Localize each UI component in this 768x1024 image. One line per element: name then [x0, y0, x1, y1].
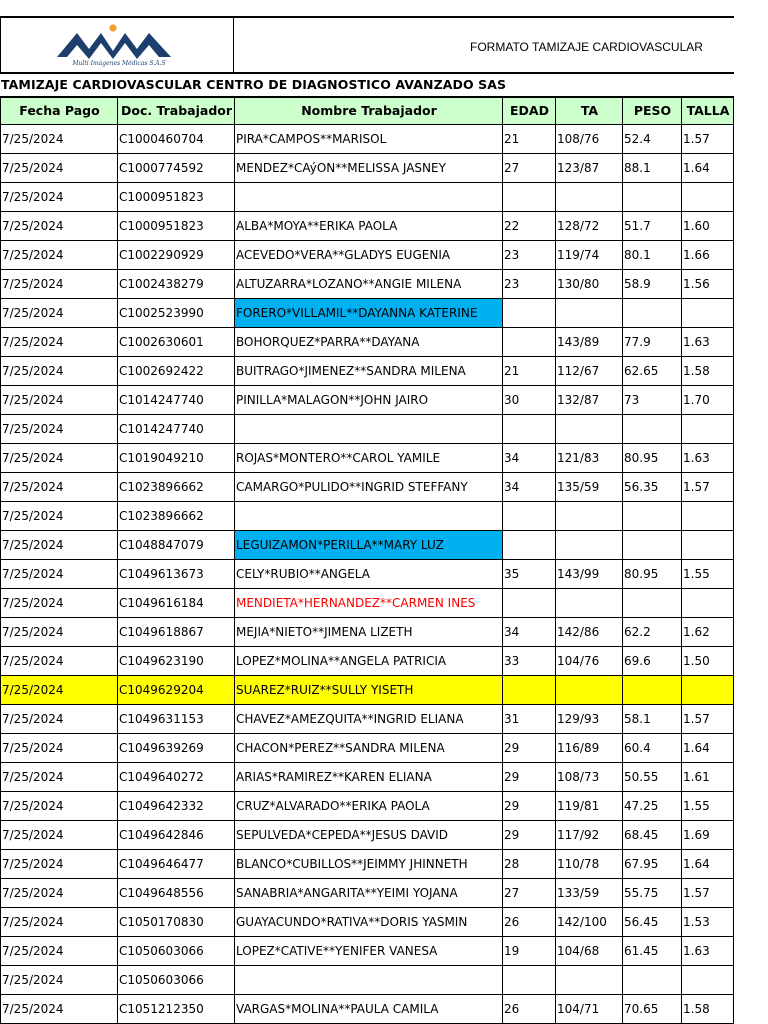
cell-ta[interactable]: 142/86 — [556, 617, 623, 646]
cell-nombre-trabajador[interactable]: PIRA*CAMPOS**MARISOL — [235, 124, 503, 153]
table-row — [1, 588, 734, 617]
cell-nombre-trabajador[interactable]: MEJIA*NIETO**JIMENA LIZETH — [235, 617, 503, 646]
screening-table — [0, 96, 734, 1024]
table-row — [1, 849, 734, 878]
cell-peso[interactable]: 77.9 — [623, 327, 682, 356]
cell-talla[interactable] — [682, 298, 734, 327]
cell-fecha-pago[interactable]: 7/25/2024 — [1, 907, 118, 936]
cell-peso[interactable] — [623, 182, 682, 211]
cell-nombre-trabajador[interactable]: MENDEZ*CAýON**MELISSA JASNEY — [235, 153, 503, 182]
cell-doc-trabajador[interactable]: C1049631153 — [118, 704, 235, 733]
cell-nombre-trabajador[interactable]: BOHORQUEZ*PARRA**DAYANA — [235, 327, 503, 356]
table-body — [1, 124, 734, 1023]
cell-nombre-trabajador[interactable] — [235, 182, 503, 211]
cell-peso[interactable]: 68.45 — [623, 820, 682, 849]
cell-peso[interactable]: 70.65 — [623, 994, 682, 1023]
cell-doc-trabajador[interactable]: C1049618867 — [118, 617, 235, 646]
cell-nombre-trabajador[interactable]: ACEVEDO*VERA**GLADYS EUGENIA — [235, 240, 503, 269]
cell-nombre-trabajador[interactable]: ARIAS*RAMIREZ**KAREN ELIANA — [235, 762, 503, 791]
cell-fecha-pago[interactable]: 7/25/2024 — [1, 501, 118, 530]
cell-fecha-pago[interactable]: 7/25/2024 — [1, 936, 118, 965]
cell-fecha-pago[interactable]: 7/25/2024 — [1, 588, 118, 617]
table-row — [1, 356, 734, 385]
table-row — [1, 182, 734, 211]
cell-doc-trabajador[interactable]: C1048847079 — [118, 530, 235, 559]
cell-nombre-trabajador[interactable]: CRUZ*ALVARADO**ERIKA PAOLA — [235, 791, 503, 820]
cell-ta[interactable] — [556, 182, 623, 211]
table-row — [1, 907, 734, 936]
cell-edad[interactable]: 26 — [503, 907, 556, 936]
cell-talla[interactable]: 1.57 — [682, 472, 734, 501]
cell-ta[interactable]: 133/59 — [556, 878, 623, 907]
cell-ta[interactable] — [556, 588, 623, 617]
cell-ta[interactable] — [556, 414, 623, 443]
cell-talla[interactable]: 1.64 — [682, 849, 734, 878]
cell-nombre-trabajador[interactable]: MENDIETA*HERNANDEZ**CARMEN INES — [235, 588, 503, 617]
cell-doc-trabajador[interactable]: C1049629204 — [118, 675, 235, 704]
cell-edad[interactable]: 23 — [503, 240, 556, 269]
cell-nombre-trabajador[interactable]: CHACON*PEREZ**SANDRA MILENA — [235, 733, 503, 762]
cell-doc-trabajador[interactable]: C1049613673 — [118, 559, 235, 588]
cell-fecha-pago[interactable]: 7/25/2024 — [1, 269, 118, 298]
cell-edad[interactable]: 27 — [503, 878, 556, 907]
table-row — [1, 733, 734, 762]
table-row — [1, 472, 734, 501]
cell-talla[interactable]: 1.55 — [682, 559, 734, 588]
cell-doc-trabajador[interactable]: C1002290929 — [118, 240, 235, 269]
cell-peso[interactable]: 73 — [623, 385, 682, 414]
cell-fecha-pago[interactable]: 7/25/2024 — [1, 327, 118, 356]
column-header-fecha[interactable]: Fecha Pago — [1, 97, 118, 124]
table-row — [1, 646, 734, 675]
cell-fecha-pago[interactable]: 7/25/2024 — [1, 298, 118, 327]
cell-fecha-pago[interactable]: 7/25/2024 — [1, 211, 118, 240]
table-row — [1, 327, 734, 356]
cell-nombre-trabajador[interactable] — [235, 501, 503, 530]
cell-ta[interactable]: 135/59 — [556, 472, 623, 501]
cell-edad[interactable]: 22 — [503, 211, 556, 240]
column-header-ta[interactable]: TA — [556, 97, 623, 124]
cell-talla[interactable]: 1.60 — [682, 211, 734, 240]
table-row — [1, 704, 734, 733]
mim-logo-icon — [55, 21, 175, 61]
cell-ta[interactable]: 142/100 — [556, 907, 623, 936]
cell-doc-trabajador[interactable]: C1023896662 — [118, 501, 235, 530]
column-header-nombre[interactable]: Nombre Trabajador — [235, 97, 503, 124]
cell-talla[interactable]: 1.70 — [682, 385, 734, 414]
cell-ta[interactable]: 119/81 — [556, 791, 623, 820]
cell-edad[interactable]: 21 — [503, 124, 556, 153]
cell-fecha-pago[interactable]: 7/25/2024 — [1, 704, 118, 733]
cell-fecha-pago[interactable]: 7/25/2024 — [1, 820, 118, 849]
cell-ta[interactable]: 110/78 — [556, 849, 623, 878]
cell-fecha-pago[interactable]: 7/25/2024 — [1, 733, 118, 762]
cell-peso[interactable]: 61.45 — [623, 936, 682, 965]
table-row — [1, 124, 734, 153]
cell-peso[interactable] — [623, 965, 682, 994]
cell-ta[interactable]: 104/68 — [556, 936, 623, 965]
cell-ta[interactable]: 108/76 — [556, 124, 623, 153]
cell-doc-trabajador[interactable]: C1000951823 — [118, 182, 235, 211]
cell-ta[interactable]: 128/72 — [556, 211, 623, 240]
cell-fecha-pago[interactable]: 7/25/2024 — [1, 240, 118, 269]
screening-table-wrapper — [0, 96, 734, 1024]
cell-nombre-trabajador[interactable]: PINILLA*MALAGON**JOHN JAIRO — [235, 385, 503, 414]
cell-edad[interactable] — [503, 327, 556, 356]
cell-doc-trabajador[interactable]: C1050170830 — [118, 907, 235, 936]
format-title: FORMATO TAMIZAJE CARDIOVASCULAR — [470, 40, 703, 54]
cell-fecha-pago[interactable]: 7/25/2024 — [1, 849, 118, 878]
cell-ta[interactable] — [556, 530, 623, 559]
cell-nombre-trabajador[interactable]: GUAYACUNDO*RATIVA**DORIS YASMIN — [235, 907, 503, 936]
cell-talla[interactable]: 1.66 — [682, 240, 734, 269]
cell-nombre-trabajador[interactable]: BLANCO*CUBILLOS**JEIMMY JHINNETH — [235, 849, 503, 878]
cell-nombre-trabajador[interactable]: ROJAS*MONTERO**CAROL YAMILE — [235, 443, 503, 472]
cell-ta[interactable]: 116/89 — [556, 733, 623, 762]
cell-edad[interactable]: 34 — [503, 443, 556, 472]
cell-peso[interactable]: 56.45 — [623, 907, 682, 936]
cell-peso[interactable] — [623, 675, 682, 704]
cell-ta[interactable] — [556, 298, 623, 327]
cell-ta[interactable]: 121/83 — [556, 443, 623, 472]
cell-edad[interactable]: 21 — [503, 356, 556, 385]
cell-talla[interactable] — [682, 588, 734, 617]
cell-talla[interactable] — [682, 182, 734, 211]
cell-peso[interactable] — [623, 414, 682, 443]
cell-edad[interactable] — [503, 588, 556, 617]
cell-doc-trabajador[interactable]: C1002692422 — [118, 356, 235, 385]
cell-edad[interactable]: 23 — [503, 269, 556, 298]
cell-fecha-pago[interactable]: 7/25/2024 — [1, 153, 118, 182]
cell-peso[interactable] — [623, 298, 682, 327]
cell-peso[interactable]: 58.9 — [623, 269, 682, 298]
cell-nombre-trabajador[interactable]: SEPULVEDA*CEPEDA**JESUS DAVID — [235, 820, 503, 849]
cell-doc-trabajador[interactable]: C1014247740 — [118, 414, 235, 443]
table-row — [1, 878, 734, 907]
cell-ta[interactable] — [556, 675, 623, 704]
cell-talla[interactable] — [682, 965, 734, 994]
cell-talla[interactable]: 1.69 — [682, 820, 734, 849]
cell-nombre-trabajador[interactable]: BUITRAGO*JIMENEZ**SANDRA MILENA — [235, 356, 503, 385]
cell-talla[interactable]: 1.58 — [682, 356, 734, 385]
cell-talla[interactable]: 1.63 — [682, 936, 734, 965]
cell-nombre-trabajador[interactable]: CELY*RUBIO**ANGELA — [235, 559, 503, 588]
table-row — [1, 994, 734, 1023]
cell-talla[interactable]: 1.64 — [682, 153, 734, 182]
cell-peso[interactable]: 50.55 — [623, 762, 682, 791]
cell-doc-trabajador[interactable]: C1049646477 — [118, 849, 235, 878]
cell-edad[interactable] — [503, 414, 556, 443]
cell-peso[interactable]: 60.4 — [623, 733, 682, 762]
cell-edad[interactable]: 27 — [503, 153, 556, 182]
cell-peso[interactable]: 58.1 — [623, 704, 682, 733]
cell-fecha-pago[interactable]: 7/25/2024 — [1, 182, 118, 211]
cell-doc-trabajador[interactable]: C1000951823 — [118, 211, 235, 240]
cell-nombre-trabajador[interactable] — [235, 414, 503, 443]
cell-edad[interactable]: 26 — [503, 994, 556, 1023]
cell-peso[interactable] — [623, 530, 682, 559]
cell-peso[interactable]: 80.95 — [623, 559, 682, 588]
cell-edad[interactable]: 33 — [503, 646, 556, 675]
cell-peso[interactable]: 80.95 — [623, 443, 682, 472]
cell-ta[interactable]: 104/71 — [556, 994, 623, 1023]
cell-doc-trabajador[interactable]: C1019049210 — [118, 443, 235, 472]
cell-doc-trabajador[interactable]: C1049640272 — [118, 762, 235, 791]
cell-fecha-pago[interactable]: 7/25/2024 — [1, 443, 118, 472]
cell-doc-trabajador[interactable]: C1049623190 — [118, 646, 235, 675]
logo-cell — [0, 18, 234, 72]
cell-ta[interactable]: 112/67 — [556, 356, 623, 385]
cell-edad[interactable]: 29 — [503, 733, 556, 762]
cell-edad[interactable]: 28 — [503, 849, 556, 878]
cell-edad[interactable]: 34 — [503, 617, 556, 646]
cell-doc-trabajador[interactable]: C1014247740 — [118, 385, 235, 414]
cell-talla[interactable]: 1.57 — [682, 704, 734, 733]
cell-talla[interactable]: 1.64 — [682, 733, 734, 762]
column-header-peso[interactable]: PESO — [623, 97, 682, 124]
table-row — [1, 936, 734, 965]
cell-ta[interactable]: 117/92 — [556, 820, 623, 849]
cell-doc-trabajador[interactable]: C1049642846 — [118, 820, 235, 849]
cell-nombre-trabajador[interactable]: SUAREZ*RUIZ**SULLY YISETH — [235, 675, 503, 704]
cell-talla[interactable]: 1.63 — [682, 327, 734, 356]
cell-edad[interactable]: 30 — [503, 385, 556, 414]
cell-talla[interactable] — [682, 675, 734, 704]
table-row — [1, 298, 734, 327]
cell-peso[interactable]: 62.65 — [623, 356, 682, 385]
cell-nombre-trabajador[interactable]: LOPEZ*CATIVE**YENIFER VANESA — [235, 936, 503, 965]
cell-doc-trabajador[interactable]: C1002438279 — [118, 269, 235, 298]
logo-tagline: Multi Imágenes Médicas S.A.S — [72, 60, 166, 67]
table-header-row — [1, 97, 734, 124]
cell-doc-trabajador[interactable]: C1049616184 — [118, 588, 235, 617]
cell-ta[interactable]: 132/87 — [556, 385, 623, 414]
table-row — [1, 501, 734, 530]
cell-peso[interactable]: 80.1 — [623, 240, 682, 269]
cell-doc-trabajador[interactable]: C1051212350 — [118, 994, 235, 1023]
cell-peso[interactable]: 51.7 — [623, 211, 682, 240]
cell-ta[interactable]: 129/93 — [556, 704, 623, 733]
cell-edad[interactable]: 31 — [503, 704, 556, 733]
table-row — [1, 762, 734, 791]
table-row — [1, 675, 734, 704]
cell-doc-trabajador[interactable]: C1049648556 — [118, 878, 235, 907]
cell-fecha-pago[interactable]: 7/25/2024 — [1, 385, 118, 414]
table-row — [1, 559, 734, 588]
cell-nombre-trabajador[interactable]: VARGAS*MOLINA**PAULA CAMILA — [235, 994, 503, 1023]
document-header — [0, 16, 734, 74]
cell-doc-trabajador[interactable]: C1050603066 — [118, 936, 235, 965]
cell-fecha-pago[interactable]: 7/25/2024 — [1, 530, 118, 559]
cell-talla[interactable]: 1.63 — [682, 443, 734, 472]
cell-ta[interactable]: 123/87 — [556, 153, 623, 182]
cell-doc-trabajador[interactable]: C1000774592 — [118, 153, 235, 182]
table-row — [1, 820, 734, 849]
cell-edad[interactable]: 29 — [503, 820, 556, 849]
cell-peso[interactable]: 62.2 — [623, 617, 682, 646]
cell-fecha-pago[interactable]: 7/25/2024 — [1, 878, 118, 907]
cell-edad[interactable]: 34 — [503, 472, 556, 501]
table-row — [1, 791, 734, 820]
cell-nombre-trabajador[interactable]: FORERO*VILLAMIL**DAYANNA KATERINE — [235, 298, 503, 327]
cell-edad[interactable] — [503, 182, 556, 211]
cell-talla[interactable]: 1.61 — [682, 762, 734, 791]
cell-peso[interactable]: 56.35 — [623, 472, 682, 501]
cell-talla[interactable]: 1.50 — [682, 646, 734, 675]
cell-peso[interactable]: 67.95 — [623, 849, 682, 878]
cell-edad[interactable] — [503, 501, 556, 530]
cell-nombre-trabajador[interactable]: CAMARGO*PULIDO**INGRID STEFFANY — [235, 472, 503, 501]
table-row — [1, 240, 734, 269]
cell-talla[interactable]: 1.56 — [682, 269, 734, 298]
cell-doc-trabajador[interactable]: C1049639269 — [118, 733, 235, 762]
cell-talla[interactable]: 1.55 — [682, 791, 734, 820]
cell-fecha-pago[interactable]: 7/25/2024 — [1, 646, 118, 675]
cell-doc-trabajador[interactable]: C1023896662 — [118, 472, 235, 501]
cell-edad[interactable]: 35 — [503, 559, 556, 588]
cell-edad[interactable] — [503, 675, 556, 704]
cell-peso[interactable]: 47.25 — [623, 791, 682, 820]
table-row — [1, 530, 734, 559]
cell-nombre-trabajador[interactable]: CHAVEZ*AMEZQUITA**INGRID ELIANA — [235, 704, 503, 733]
table-row — [1, 153, 734, 182]
cell-ta[interactable]: 143/99 — [556, 559, 623, 588]
cell-talla[interactable] — [682, 414, 734, 443]
cell-nombre-trabajador[interactable]: LOPEZ*MOLINA**ANGELA PATRICIA — [235, 646, 503, 675]
cell-ta[interactable]: 104/76 — [556, 646, 623, 675]
cell-edad[interactable]: 29 — [503, 762, 556, 791]
table-row — [1, 414, 734, 443]
cell-talla[interactable]: 1.62 — [682, 617, 734, 646]
cell-ta[interactable] — [556, 965, 623, 994]
table-row — [1, 443, 734, 472]
cell-fecha-pago[interactable]: 7/25/2024 — [1, 675, 118, 704]
table-row — [1, 385, 734, 414]
cell-fecha-pago[interactable]: 7/25/2024 — [1, 791, 118, 820]
cell-fecha-pago[interactable]: 7/25/2024 — [1, 965, 118, 994]
cell-fecha-pago[interactable]: 7/25/2024 — [1, 559, 118, 588]
cell-doc-trabajador[interactable]: C1002523990 — [118, 298, 235, 327]
column-header-doc[interactable]: Doc. Trabajador — [118, 97, 235, 124]
cell-peso[interactable]: 88.1 — [623, 153, 682, 182]
cell-peso[interactable] — [623, 588, 682, 617]
cell-fecha-pago[interactable]: 7/25/2024 — [1, 124, 118, 153]
cell-doc-trabajador[interactable]: C1000460704 — [118, 124, 235, 153]
cell-edad[interactable] — [503, 298, 556, 327]
document-title: TAMIZAJE CARDIOVASCULAR CENTRO DE DIAGNOSTICO AVANZADO SAS — [1, 77, 507, 92]
cell-talla[interactable]: 1.53 — [682, 907, 734, 936]
cell-talla[interactable]: 1.58 — [682, 994, 734, 1023]
cell-peso[interactable] — [623, 501, 682, 530]
cell-ta[interactable] — [556, 501, 623, 530]
cell-edad[interactable]: 19 — [503, 936, 556, 965]
cell-nombre-trabajador[interactable]: ALBA*MOYA**ERIKA PAOLA — [235, 211, 503, 240]
table-row — [1, 211, 734, 240]
cell-fecha-pago[interactable]: 7/25/2024 — [1, 994, 118, 1023]
cell-talla[interactable]: 1.57 — [682, 878, 734, 907]
cell-doc-trabajador[interactable]: C1002630601 — [118, 327, 235, 356]
cell-talla[interactable] — [682, 530, 734, 559]
cell-fecha-pago[interactable]: 7/25/2024 — [1, 356, 118, 385]
cell-nombre-trabajador[interactable] — [235, 965, 503, 994]
cell-peso[interactable]: 52.4 — [623, 124, 682, 153]
cell-ta[interactable]: 143/89 — [556, 327, 623, 356]
cell-talla[interactable] — [682, 501, 734, 530]
column-header-talla[interactable]: TALLA — [682, 97, 734, 124]
cell-fecha-pago[interactable]: 7/25/2024 — [1, 472, 118, 501]
table-row — [1, 965, 734, 994]
cell-nombre-trabajador[interactable]: LEGUIZAMON*PERILLA**MARY LUZ — [235, 530, 503, 559]
table-row — [1, 269, 734, 298]
cell-ta[interactable]: 130/80 — [556, 269, 623, 298]
cell-nombre-trabajador[interactable]: ALTUZARRA*LOZANO**ANGIE MILENA — [235, 269, 503, 298]
cell-ta[interactable]: 119/74 — [556, 240, 623, 269]
cell-nombre-trabajador[interactable]: SANABRIA*ANGARITA**YEIMI YOJANA — [235, 878, 503, 907]
cell-doc-trabajador[interactable]: C1049642332 — [118, 791, 235, 820]
column-header-edad[interactable]: EDAD — [503, 97, 556, 124]
cell-peso[interactable]: 69.6 — [623, 646, 682, 675]
cell-ta[interactable]: 108/73 — [556, 762, 623, 791]
cell-edad[interactable]: 29 — [503, 791, 556, 820]
table-row — [1, 617, 734, 646]
cell-doc-trabajador[interactable]: C1050603066 — [118, 965, 235, 994]
cell-peso[interactable]: 55.75 — [623, 878, 682, 907]
cell-talla[interactable]: 1.57 — [682, 124, 734, 153]
cell-fecha-pago[interactable]: 7/25/2024 — [1, 414, 118, 443]
cell-fecha-pago[interactable]: 7/25/2024 — [1, 617, 118, 646]
cell-edad[interactable] — [503, 965, 556, 994]
cell-edad[interactable] — [503, 530, 556, 559]
cell-fecha-pago[interactable]: 7/25/2024 — [1, 762, 118, 791]
